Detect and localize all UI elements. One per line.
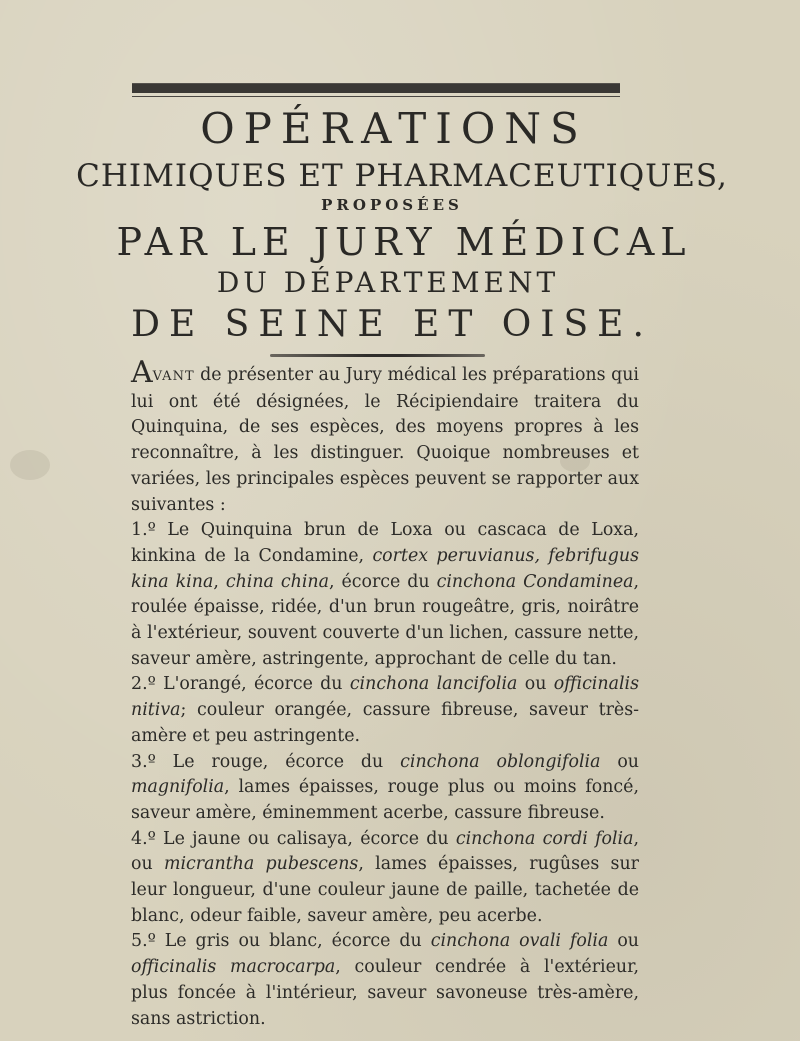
item-4-latin: micrantha pubescens [163,854,359,875]
item-2 [131,672,639,749]
title-line-1: OPÉRATIONS [200,104,588,153]
body-text [131,355,640,1032]
item-1-latin: cinchona Condaminea [436,571,634,592]
item-1-text: 1.º Le Quinquina brun de Loxa ou cascaca de Loxa, kinkina de la Condamine, [131,520,639,566]
divider-rule [270,354,485,357]
item-5-text: ou [608,931,640,952]
item-4-text: , ou [131,828,639,875]
item-1-text: , écorce du [328,571,437,592]
item-3-text: ou [600,751,639,772]
item-1 [131,518,639,672]
item-1-text: , roulée épaisse, ridée, d'un brun rougeâtre, gris, noirâtre à l'extérieur, souvent couverte d'un lichen, cassure nette, saveur amère, astringente, approchant de celle du tan. [131,571,640,669]
item-2-text: ou [517,674,554,695]
drop-cap: A [131,355,153,390]
item-4-text: 4.º Le jaune ou calisaya, écorce du [131,828,456,849]
item-1-latin: cortex peruvianus, febrifugus kina kina [131,545,639,592]
paper-stain [10,450,50,480]
item-5-latin: officinalis macrocarpa [131,957,336,978]
intro-paragraph [131,355,639,518]
item-5-latin: cinchona ovali folia [430,931,609,952]
intro-smallcaps: VANT [152,369,195,384]
item-5 [131,929,639,1032]
item-2-latin: cinchona lancifolia [349,674,518,695]
title-line-3: PROPOSÉES [321,196,463,214]
title-line-4: PAR LE JURY MÉDICAL [116,220,692,264]
item-4 [131,827,639,930]
intro-text: de présenter au Jury médical les préparations qui lui ont été désignées, le Récipiendaire traitera du Quinquina, de ses espèces, des moyens propres à les reconnaître, à les distinguer. Quoique nombreuses et variées, les principales espèces peuvent se rapporter aux suivantes : [131,365,639,515]
item-3-latin: cinchona oblongifolia [400,751,601,772]
item-3 [131,750,639,827]
title-line-5: DU DÉPARTEMENT [216,266,560,299]
top-ornamental-rule [132,83,620,93]
item-4-latin: cinchona cordi folia [455,828,634,849]
item-3-latin: magnifolia [131,777,225,798]
item-2-text: 2.º L'orangé, écorce du [131,674,350,695]
item-3-text: 3.º Le rouge, écorce du [131,751,401,772]
item-2-text: ; couleur orangée, cassure fibreuse, saveur très-amère et peu astringente. [131,700,639,746]
item-1-latin: china china [225,571,329,592]
item-5-text: 5.º Le gris ou blanc, écorce du [131,931,431,952]
item-3-text: , lames épaisses, rouge plus ou moins foncé, saveur amère, éminemment acerbe, cassure fibreuse. [131,777,639,823]
item-1-text: , [213,571,226,592]
title-line-6: DE SEINE ET OISE. [131,304,653,345]
item-2-latin: officinalis nitiva [131,674,639,721]
title-line-2: CHIMIQUES ET PHARMACEUTIQUES, [76,158,728,194]
item-4-text: , lames épaisses, rugûses sur leur longueur, d'une couleur jaune de paille, tachetée de blanc, odeur faible, saveur amère, peu acerbe. [131,854,639,926]
item-5-text: , couleur cendrée à l'extérieur, plus foncée à l'intérieur, saveur savoneuse très-amère, sans astriction. [131,957,639,1029]
